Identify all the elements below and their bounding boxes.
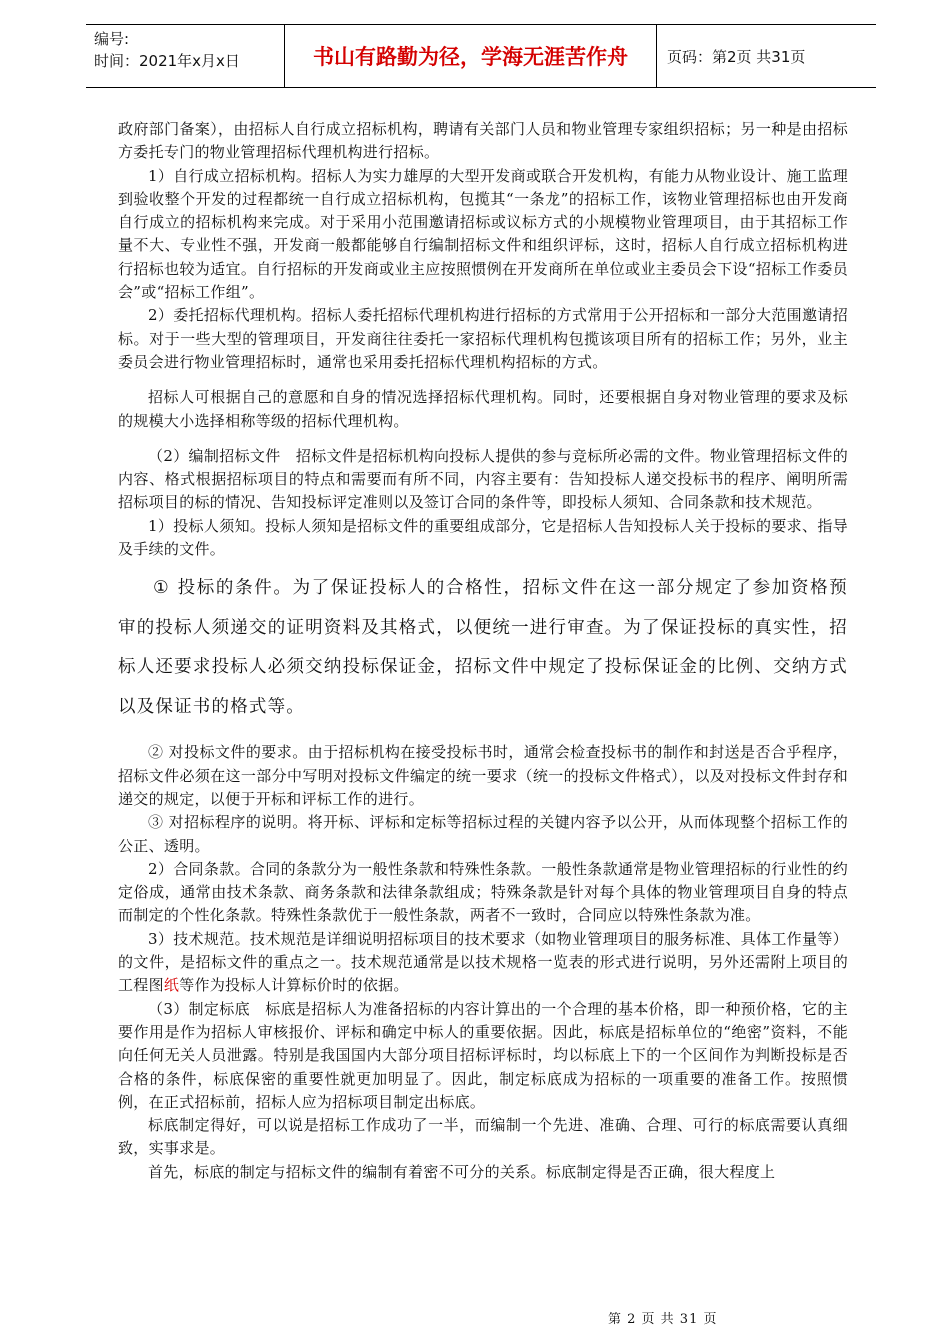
header-meta [86, 25, 285, 87]
paragraph: ③ 对招标程序的说明。将开标、评标和定标等招标过程的关键内容予以公开，从而体现整个招标工作的公正、透明。 [118, 813, 848, 855]
paragraph: 招标人可根据自己的意愿和自身的情况选择招标代理机构。同时，还要根据自身对物业管理的要求及标的规模大小选择相称等级的招标代理机构。 [118, 388, 848, 430]
paragraph [118, 928, 848, 998]
paragraph-text: 等作为投标人计算标价时的依据。 [179, 976, 409, 995]
paragraph: 2）合同条款。合同的条款分为一般性条款和特殊性条款。一般性条款通常是物业管理招标的行业性的约定俗成，通常由技术条款、商务条款和法律条款组成；特殊条款是针对每个具体的物业管理项目自身的特点而制定的个性化条款。特殊性条款优于一般性条款，两者不一致时，合同应以特殊性条款为准。 [118, 859, 848, 925]
paragraph: 1）投标人须知。投标人须知是招标文件的重要组成部分，它是招标人告知投标人关于投标的要求、指导及手续的文件。 [118, 516, 848, 559]
paragraph-large: ① 投标的条件。为了保证投标人的合格性，招标文件在这一部分规定了参加资格预审的投标人须递交的证明资料及其格式，以便统一进行审查。为了保证投标的真实性，招标人还要求投标人必须交纳投标保证金，招标文件中规定了投标保证金的比例、交纳方式以及保证书的格式等。 [118, 578, 848, 717]
page-header [86, 24, 876, 88]
paragraph: （3）制定标底 标底是招标人为准备招标的内容计算出的一个合理的基本价格，即一种预价格，它的主要作用是作为招标人审核报价、评标和确定中标人的重要依据。因此，标底是招标单位的“绝密”资料，不能向任何无关人员泄露。特别是我国国内大部分项目招标评标时，均以标底上下的一个区间作为判断投标是否合格的条件，标底保密的重要性就更加明显了。因此，制定标底成为招标的一项重要的准备工作。按照惯例，在正式招标前，招标人应为招标项目制定出标底。 [118, 999, 848, 1111]
document-time-label: 时间：2021年x月x日 [94, 52, 240, 70]
paragraph-text: 3）技术规范。技术规范是详细说明招标项目的技术要求（如物业管理项目的服务标准、具体工作量等）的文件，是招标文件的重点之一。技术规范通常是以技术规格一览表的形式进行说明，另外还需附上项目的工程图 [118, 929, 848, 995]
header-motto: 书山有路勤为径，学海无涯苦作舟 [285, 25, 657, 87]
paragraph: （2）编制招标文件 招标文件是招标机构向投标人提供的参与竞标所必需的文件。物业管理招标文件的内容、格式根据招标项目的特点和需要而有所不同，内容主要有：告知投标人递交投标书的程序、阐明所需招标项目的标的情况、告知投标评定准则以及签订合同的条件等，即投标人须知、合同条款和技术规范。 [118, 446, 848, 512]
document-body [118, 118, 848, 1184]
highlighted-char: 纸 [163, 976, 180, 995]
document-number-label: 编号: [94, 30, 130, 48]
paragraph: 首先，标底的制定与招标文件的编制有着密不可分的关系。标底制定得是否正确，很大程度上 [148, 1162, 776, 1181]
paragraph: 政府部门备案），由招标人自行成立招标机构，聘请有关部门人员和物业管理专家组织招标；另一种是由招标方委托专门的物业管理招标代理机构进行招标。 [118, 120, 848, 162]
paragraph: 1）自行成立招标机构。招标人为实力雄厚的大型开发商或联合开发机构，有能力从物业设计、施工监理到验收整个开发的过程都统一自行成立招标机构，包揽其“一条龙”的招标工作，该物业管理招标也由开发商自行成立的招标机构来完成。对于采用小范围邀请招标或议标方式的小规模物业管理项目，由于其招标工作量不大、专业性不强，开发商一般都能够自行编制招标文件和组织评标，这时，招标人自行成立招标机构进行招标也较为适宜。自行招标的开发商或业主应按照惯例在开发商所在单位或业主委员会下设“招标工作委员会”或“招标工作组”。 [118, 166, 848, 302]
paragraph: 标底制定得好，可以说是招标工作成功了一半，而编制一个先进、准确、合理、可行的标底需要认真细致，实事求是。 [118, 1116, 848, 1158]
header-page-info: 页码：第2页 共31页 [667, 47, 806, 66]
paragraph: ② 对投标文件的要求。由于招标机构在接受投标书时，通常会检查投标书的制作和封送是否合乎程序，招标文件必须在这一部分中写明对投标文件编定的统一要求（统一的投标文件格式），以及对投标文件封存和递交的规定，以便于开标和评标工作的进行。 [118, 743, 848, 808]
paragraph: 2）委托招标代理机构。招标人委托招标代理机构进行招标的方式常用于公开招标和一部分大范围邀请招标。对于一些大型的管理项目，开发商往往委托一家招标代理机构包揽该项目所有的招标工作；另外，业主委员会进行物业管理招标时，通常也采用委托招标代理机构招标的方式。 [118, 306, 848, 371]
page-footer: 第 2 页 共 31 页 [608, 1312, 718, 1327]
